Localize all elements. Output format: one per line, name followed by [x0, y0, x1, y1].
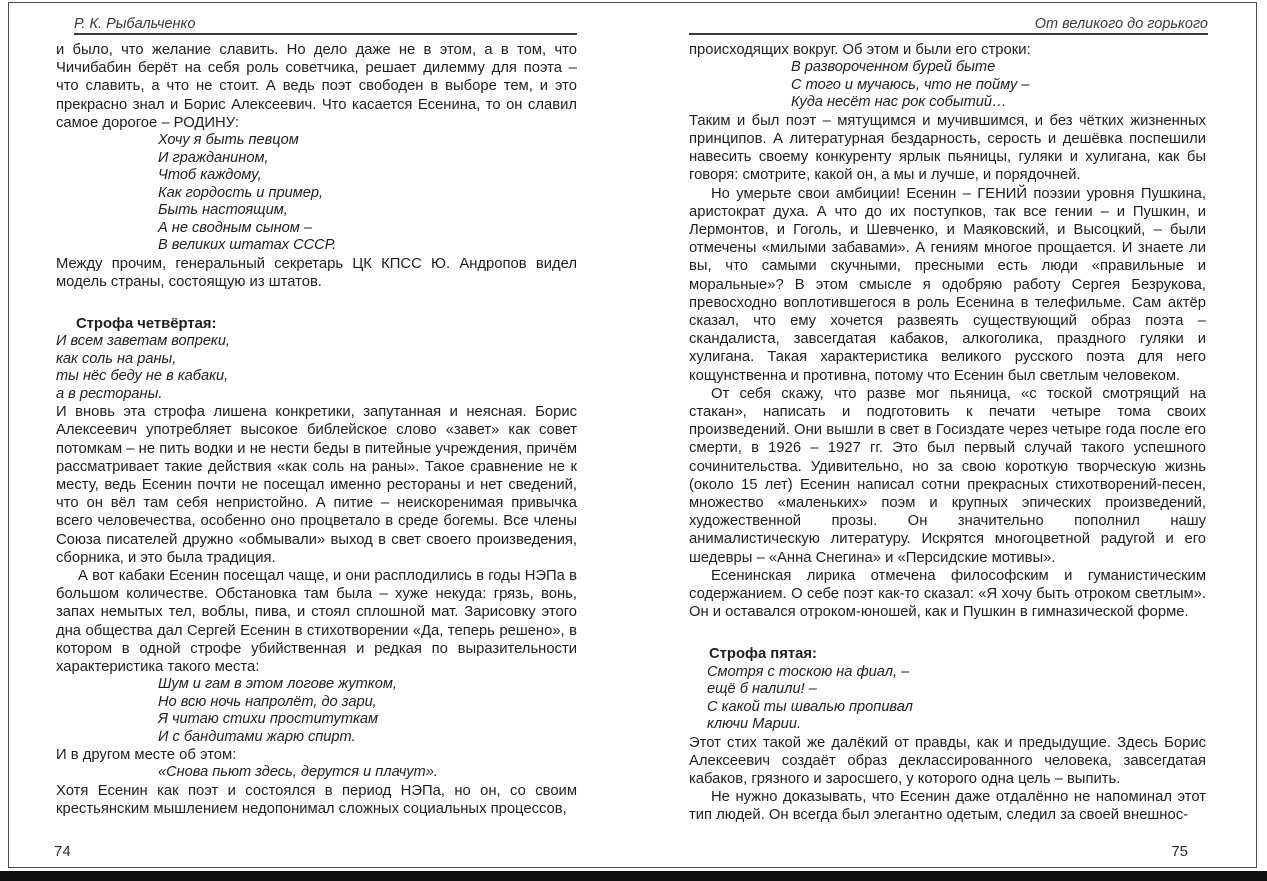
verse-block [791, 59, 1206, 112]
strofa-heading: Строфа четвёртая: [76, 315, 217, 332]
running-head-author: Р. К. Рыбальченко [74, 16, 196, 32]
paragraph: И в другом месте об этом: [56, 747, 237, 764]
verse-line: Шум и гам в этом логове жутком, [158, 676, 397, 693]
text-column-left-page [56, 41, 577, 853]
strofa-heading: Строфа пятая: [709, 646, 817, 663]
paragraph: Хотя Есенин как поэт и состоялся в период НЭПа, но он, со своим крестьянским мышлением недопонимал сложных социальных процессов, [56, 782, 577, 818]
paragraph: От себя скажу, что разве мог пьяница, «с тоской смотрящий на стакан», написать и подготовить к печати четыре тома своих произведений. Они вышли в свет в Госиздате через четыре года после его смерти, в 1926 – 1927 гг. Это был первый случай такого успешного сочинительства. Удивительно, но за свою короткую творческую жизнь (около 15 лет) Есенин написал сотни прекрасных стихотворений-песен, множество «маленьких» поэм и крупных эпических произведений, художественной прозы. Он значительно пополнил нашу анималистическую литературу. Искрятся многоцветной радугой и его шедевры – «Анна Снегина» и «Персидские мотивы». [689, 385, 1206, 566]
verse-line: ключи Марии. [707, 716, 802, 733]
text-column-right-page [689, 41, 1206, 853]
paragraph: А вот кабаки Есенин посещал чаще, и они расплодились в годы НЭПа в большом количестве. Обстановка там была – хуже некуда: грязь, вонь, запах немытых тел, воблы, пива, и стоял сплошной мат. Зарисовку этого дна общества дал Сергей Есенин в стихотворении «Да, теперь решено», в котором в одной строфе убийственная и редкая по выразительности характеристика такого места: [56, 567, 577, 675]
section-gap [56, 291, 577, 315]
verse-block [707, 664, 1206, 734]
verse-line: Куда несёт нас рок событий… [791, 94, 1007, 111]
verse-line: а в рестораны. [56, 385, 163, 402]
verse-block [158, 676, 577, 746]
scan-edge-bar [0, 871, 1267, 881]
verse-line: как соль на раны, [56, 350, 177, 367]
verse-line: И с бандитами жарю спирт. [158, 728, 356, 745]
verse-line: Быть настоящим, [158, 202, 288, 219]
page-frame [8, 2, 1257, 868]
verse-line: С какой ты швалью пропивал [707, 698, 913, 715]
verse-line: Хочу я быть певцом [158, 132, 299, 149]
verse-line: ты нёс беду не в кабаки, [56, 368, 229, 385]
verse-line: Как гордость и пример, [158, 184, 324, 201]
verse-line: А не сводным сыном – [158, 219, 312, 236]
header-rule-left [74, 33, 577, 35]
verse-line: Смотря с тоскою на фиал, – [707, 663, 910, 680]
paragraph: и было, что желание славить. Но дело даже не в этом, а в том, что Чичибабин берёт на себя роль советчика, решает дилемму для поэта – что славить, а что не стоит. А ведь поэт свободен в выборе тем, и это прекрасно знал и Борис Алексеевич. Что касается Есенина, то он славил самое дорогое – РОДИНУ: [56, 42, 577, 131]
section-gap [689, 621, 1206, 645]
verse-line: В великих штатах СССР. [158, 237, 337, 254]
verse-line: С того и мучаюсь, что не пойму – [791, 76, 1030, 93]
verse-line: Но всю ночь напролёт, до зари, [158, 693, 377, 710]
verse-block [56, 333, 577, 403]
running-head-book-title: От великого до горького [1034, 16, 1208, 32]
paragraph: Не нужно доказывать, что Есенин даже отдалённо не напоминал этот тип людей. Он всегда был элегантно одетым, следил за своей внешнос- [689, 789, 1206, 824]
paragraph: происходящих вокруг. Об этом и были его строки: [689, 42, 1031, 58]
paragraph: Таким и был поэт – мятущимся и мучившимся, и без чётких жизненных принципов. А литературная бездарность, серость и дешёвка поспешили навесить своему конкуренту ярлык пьяницы, гуляки и хулигана, как бы говоря: смотрите, какой он, а мы и лучше, и порядочней. [689, 112, 1206, 184]
header-rule-right [689, 33, 1208, 35]
paragraph: Есенинская лирика отмечена философским и гуманистическим содержанием. О себе поэт как-то сказал: «Я хочу быть отроком светлым». Он и оставался отроком-юношей, как и Пушкин в гимназической форме. [689, 567, 1206, 621]
page-number-right: 75 [1171, 843, 1188, 860]
verse-line: Чтоб каждому, [158, 167, 262, 184]
paragraph: И вновь эта строфа лишена конкретики, запутанная и неясная. Борис Алексеевич употребляет высокое библейское слово «завет» как совет потомкам – не пить водки и не нести беды в питейные учреждения, причём рассматривает такие действия «как соль на раны». Такое сравнение не к месту, ведь Есенин почти не посещал именно рестораны и нет сведений, что он вёл там себя непристойно. А питие – неискоренимая привычка всего человечества, особенно оно процветало в среде богемы. Все члены Союза писателей дружно «обмывали» выход в свет своего произведения, сборника, и это была традиция. [56, 404, 577, 566]
verse-line: И всем заветам вопреки, [56, 333, 230, 350]
verse-block [158, 132, 577, 255]
verse-line: В развороченном бурей быте [791, 59, 996, 76]
paragraph: Этот стих такой же далёкий от правды, как и предыдущие. Здесь Борис Алексеевич создаёт образ деклассированного человека, завсегдатая кабаков, грязного и заросшего, у которого одна цель – выпить. [689, 734, 1206, 787]
page-number-left: 74 [54, 843, 71, 860]
verse-line: Я читаю стихи проституткам [158, 711, 378, 728]
paragraph: Но умерьте свои амбиции! Есенин – ГЕНИЙ поэзии уровня Пушкина, аристократ духа. А что до их поступков, так все гении – и Пушкин, и Лермонтов, и Гоголь, и Шевченко, и Маяковский, и Высоцкий, – были отмечены «милыми забавами». А гениям многое прощается. И знаете ли вы, что самыми скучными, пресными есть люди «правильные и моральные»? В этом смысле я одобряю работу Сергея Безрукова, превосходно воплотившегося в роль Есенина в телефильме. Сам актёр сказал, что ему хочется развеять существующий образ поэта – скандалиста, завсегдатая кабаков, алкоголика, праздного гуляки и хулигана. Такая характеристика великого русского поэта для него кощунственна и противна, потому что Есенин был светлым человеком. [689, 185, 1206, 384]
verse-block [158, 764, 577, 782]
verse-line: ещё б налили! – [707, 681, 817, 698]
verse-line: И гражданином, [158, 149, 269, 166]
paragraph: Между прочим, генеральный секретарь ЦК КПСС Ю. Андропов видел модель страны, состоящую из штатов. [56, 255, 577, 290]
verse-line: «Снова пьют здесь, дерутся и плачут». [158, 764, 438, 781]
